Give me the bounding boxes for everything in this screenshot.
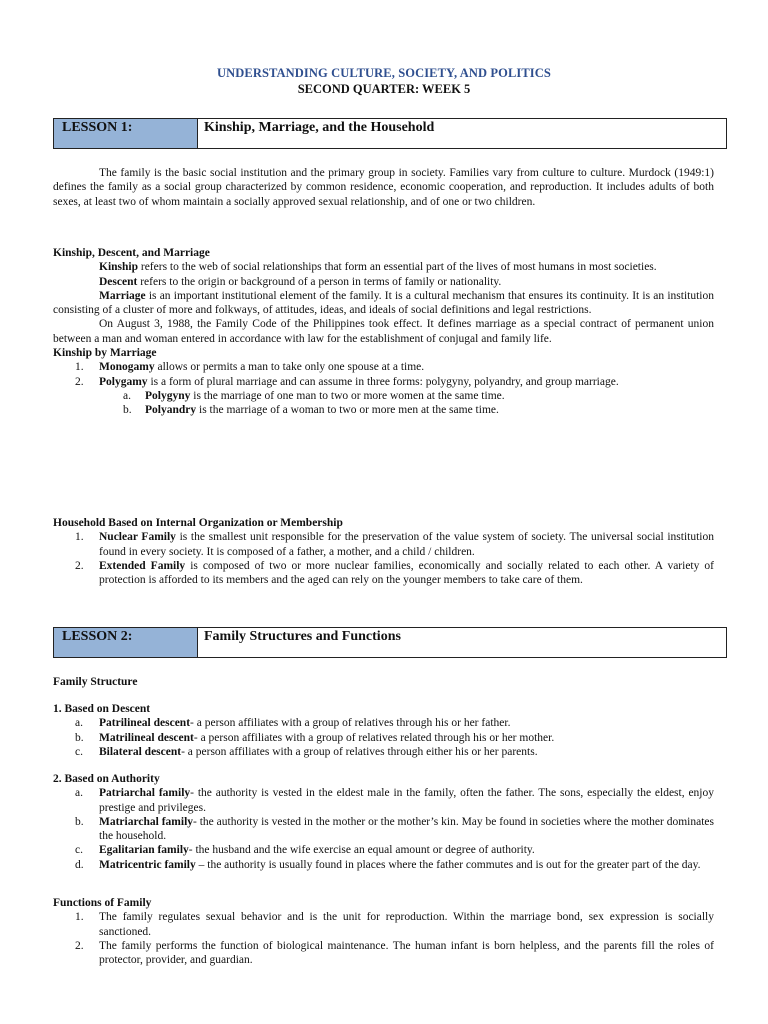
household-list bbox=[53, 530, 714, 587]
kinship-text: refers to the web of social relationships that form an essential part of the lives of most humans in most societies. bbox=[138, 261, 657, 274]
list-item: c. Bilateral descent- a person affiliates with a group of relatives through either his or her parents. bbox=[75, 745, 538, 758]
lesson-1-number: LESSON 1: bbox=[54, 119, 198, 148]
functions-heading: Functions of Family bbox=[53, 897, 152, 909]
descent-text: refers to the origin or background of a person in terms of family or nationality. bbox=[137, 275, 502, 288]
list-item: b. Polyandry is the marriage of a woman to two or more men at the same time. bbox=[123, 404, 499, 417]
kdm-heading: Kinship, Descent, and Marriage bbox=[53, 247, 210, 259]
lesson-2-title: Family Structures and Functions bbox=[204, 629, 401, 644]
descent-list bbox=[53, 716, 714, 759]
authority-heading: 2. Based on Authority bbox=[53, 773, 160, 785]
household-section bbox=[53, 516, 714, 587]
list-item: 1. The family regulates sexual behavior and is the unit for reproduction. Within the marriage bond, sex expression is socially sanctioned. bbox=[75, 911, 714, 938]
list-item: 2. Extended Family is composed of two or more nuclear families, economically and socially related to each other. A variety of protection is afforded to its members and the aged can rely on the younger members to take care of them. bbox=[75, 559, 715, 587]
kinship-paragraph bbox=[53, 260, 714, 274]
authority-list bbox=[53, 786, 714, 872]
kbm-list bbox=[53, 360, 714, 417]
list-item: 2. Polygamy is a form of plural marriage and can assume in three forms: polygyny, polyandry, and group marriage. bbox=[75, 375, 619, 388]
list-item: b. Matrilineal descent- a person affiliates with a group of relatives related through his or her mother. bbox=[75, 731, 555, 744]
family-code-paragraph: On August 3, 1988, the Family Code of the Philippines took effect. It defines marriage as a special contract of permanent union between a man and woman entered in accordance with law for the establishment of conjugal and family life. bbox=[53, 318, 714, 345]
lesson-2-banner bbox=[53, 627, 727, 658]
lesson-1-banner bbox=[53, 118, 727, 149]
list-item: d. Matricentric family – the authority is usually found in places where the father commutes and is out for the greater part of the day. bbox=[75, 858, 701, 871]
household-heading: Household Based on Internal Organization or Membership bbox=[53, 517, 343, 529]
document-title: UNDERSTANDING CULTURE, SOCIETY, AND POLITICS bbox=[217, 66, 551, 80]
functions-list bbox=[53, 910, 714, 967]
list-item: 2. The family performs the function of biological maintenance. The human infant is born helpless, and the parents fill the roles of protector, provider, and guardian. bbox=[75, 939, 714, 967]
list-item: a. Patriarchal family- the authority is vested in the eldest male in the family, often the father. The sons, especially the eldest, enjoy prestige and privileges. bbox=[75, 787, 714, 814]
kinship-section bbox=[53, 246, 714, 418]
descent-heading: 1. Based on Descent bbox=[53, 703, 151, 715]
descent-term: Descent bbox=[99, 275, 138, 288]
kinship-term: Kinship bbox=[99, 261, 138, 274]
document-subtitle: SECOND QUARTER: WEEK 5 bbox=[297, 82, 471, 96]
kbm-heading: Kinship by Marriage bbox=[53, 347, 157, 360]
family-structure-heading: Family Structure bbox=[53, 676, 138, 688]
lesson-2-number: LESSON 2: bbox=[54, 628, 198, 657]
marriage-paragraph bbox=[53, 289, 714, 318]
marriage-text: is an important institutional element of the family. It is a cultural mechanism that ensures its continuity. It is an institution consisting of a cluster of more and folkways, of attitudes, ideas, and ideals of social definitions and legal restrictions. bbox=[53, 289, 714, 317]
descent-section bbox=[53, 702, 714, 759]
authority-section bbox=[53, 772, 714, 872]
list-item: c. Egalitarian family- the husband and the wife exercise an equal amount or degree of authority. bbox=[75, 844, 535, 857]
lesson-1-intro bbox=[53, 166, 714, 209]
list-item: 1. Nuclear Family is the smallest unit responsible for the preservation of the value system of society. The universal social institution found in every society. It is composed of a father, a mother, and a child / children. bbox=[75, 531, 714, 558]
list-item: a. Polygyny is the marriage of one man to two or more women at the same time. bbox=[123, 389, 505, 402]
list-item: 1. Monogamy allows or permits a man to take only one spouse at a time. bbox=[75, 361, 425, 374]
list-item: a. Patrilineal descent- a person affiliates with a group of relatives through his or her father. bbox=[75, 717, 511, 730]
lesson-1-title: Kinship, Marriage, and the Household bbox=[204, 120, 435, 135]
list-item: b. Matriarchal family- the authority is vested in the mother or the mother’s kin. May be found in societies where the mother dominates the household. bbox=[75, 815, 714, 843]
functions-section bbox=[53, 896, 714, 967]
family-structure-heading-block bbox=[53, 675, 714, 689]
intro-paragraph: The family is the basic social institution and the primary group in society. Families vary from culture to culture. Murdock (1949:1) defines the family as a social group characterized by common residence, economic cooperation, and reproduction. It includes adults of both sexes, at least two of whom maintain a socially approved sexual relationship, and of one or two children. bbox=[53, 167, 714, 208]
descent-paragraph bbox=[53, 275, 714, 289]
marriage-term: Marriage bbox=[99, 289, 146, 302]
